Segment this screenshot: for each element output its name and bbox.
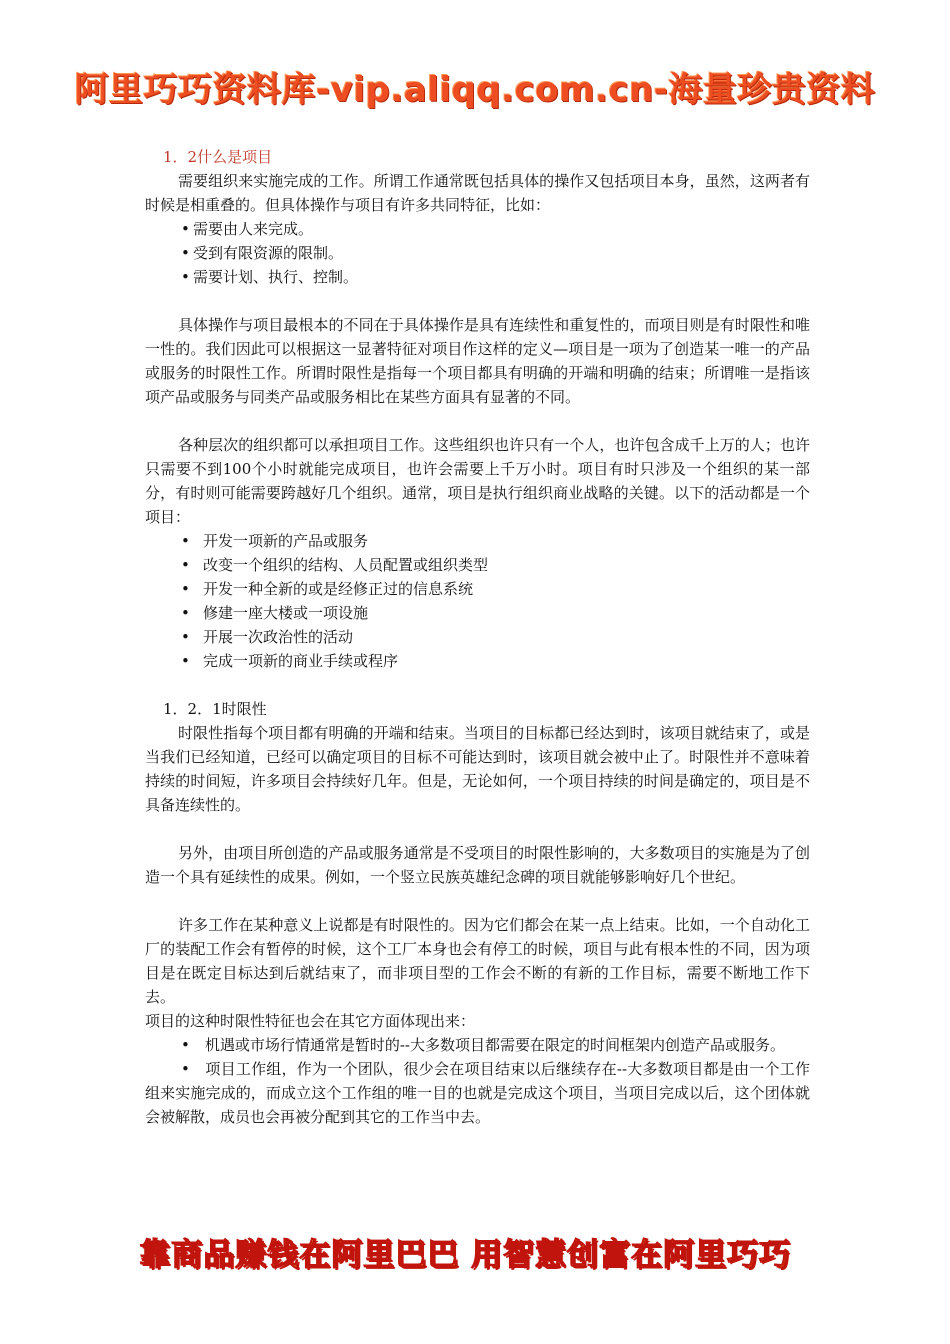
list-item: • 开发一种全新的或是经修正过的信息系统: [145, 577, 810, 601]
bullet-paragraph-team: • 项目工作组，作为一个团队，很少会在项目结束以后继续存在--大多数项目都是由一个工作组来实施完成的，而成立这个工作组的唯一目的也就是完成这个项目，当项目完成以后，这个团体就会被解散，成员也会再被分配到其它的工作当中去。: [145, 1060, 810, 1126]
list-item: • 开展一次政治性的活动: [145, 625, 810, 649]
paragraph-definition: 具体操作与项目最根本的不同在于具体操作是具有连续性和重复性的，而项目则是有时限性和唯一性的。我们因此可以根据这一显著特征对项目作这样的定义—项目是一项为了创造某一唯一的产品或服务的时限性工作。所谓时限性是指每一个项目都具有明确的开端和明确的结束；所谓唯一是指该项产品或服务与同类产品或服务相比在某些方面具有显著的不同。: [145, 316, 810, 406]
paragraph-intro: 需要组织来实施完成的工作。所谓工作通常既包括具体的操作又包括项目本身，虽然，这两者有时候是相重叠的。但具体操作与项目有许多共同特征，比如：: [145, 172, 810, 214]
section-heading-1-2-1: 1．2．1时限性: [163, 700, 267, 718]
header-banner: 阿里巧巧资料库-vip.aliqq.com.cn-海量珍贵资料: [74, 70, 876, 110]
list-item: • 需要计划、执行、控制。: [145, 265, 810, 289]
paragraph-time-limit: 时限性指每个项目都有明确的开端和结束。当项目的目标都已经达到时，该项目就结束了，或是当我们已经知道，已经可以确定项目的目标不可能达到时，该项目就会被中止了。时限性并不意味着持续的时间短，许多项目会持续好几年。但是，无论如何，一个项目持续的时间是确定的，项目是不具备连续性的。: [145, 724, 810, 814]
feature-list: [145, 217, 810, 289]
document-body: [145, 145, 810, 1129]
list-item: • 完成一项新的商业手续或程序: [145, 649, 810, 673]
list-item: • 修建一座大楼或一项设施: [145, 601, 810, 625]
paragraph-other-aspects: 项目的这种时限性特征也会在其它方面体现出来：: [145, 1012, 476, 1030]
paragraph-organizations: 各种层次的组织都可以承担项目工作。这些组织也许只有一个人，也许包含成千上万的人；也许只需要不到100个小时就能完成项目，也许会需要上千万小时。项目有时只涉及一个组织的某一部分，有时则可能需要跨越好几个组织。通常，项目是执行组织商业战略的关键。以下的活动都是一个项目：: [145, 436, 810, 526]
list-item: • 需要由人来完成。: [145, 217, 810, 241]
footer-banner: 靠商品赚钱在阿里巴巴 用智慧创富在阿里巧巧: [139, 1237, 791, 1273]
list-item: • 开发一项新的产品或服务: [145, 529, 810, 553]
section-heading-1-2: 1．2什么是项目: [163, 148, 273, 166]
paragraph-operations: 许多工作在某种意义上说都是有时限性的。因为它们都会在某一点上结束。比如，一个自动化工厂的装配工作会有暂停的时候，这个工厂本身也会有停工的时候，项目与此有根本性的不同，因为项目是在既定目标达到后就结束了，而非项目型的工作会不断的有新的工作目标，需要不断地工作下去。: [145, 916, 810, 1006]
bullet-paragraph-market: • 机遇或市场行情通常是暂时的--大多数项目都需要在限定的时间框架内创造产品或服务。: [181, 1036, 785, 1054]
activity-list: [145, 529, 810, 673]
list-item: • 改变一个组织的结构、人员配置或组织类型: [145, 553, 810, 577]
paragraph-lasting-result: 另外，由项目所创造的产品或服务通常是不受项目的时限性影响的，大多数项目的实施是为了创造一个具有延续性的成果。例如，一个竖立民族英雄纪念碑的项目就能够影响好几个世纪。: [145, 844, 810, 886]
list-item: • 受到有限资源的限制。: [145, 241, 810, 265]
